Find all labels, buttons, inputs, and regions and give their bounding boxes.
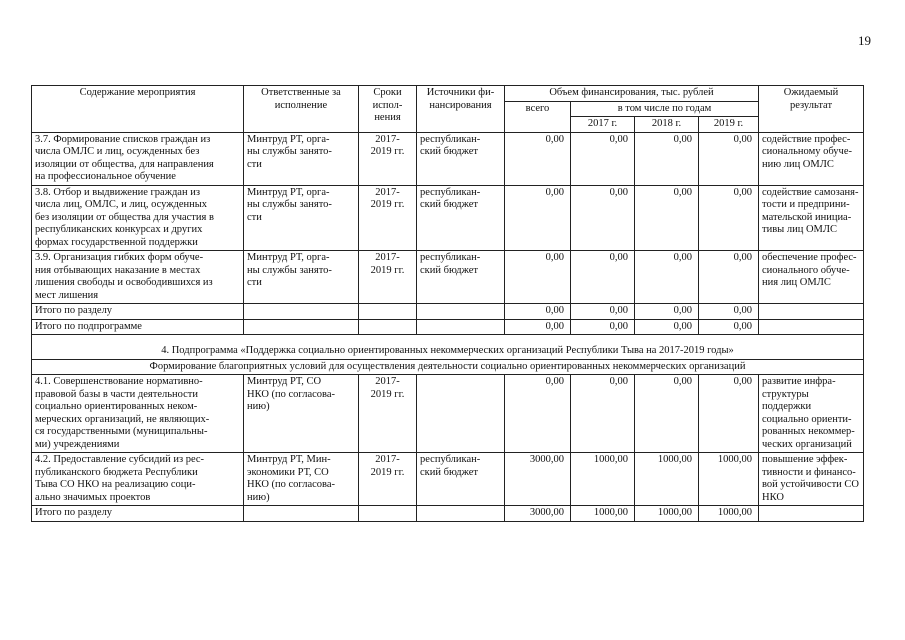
responsible-cell: Минтруд РТ, орга- ны службы занято- сти: [244, 185, 359, 251]
amount-y2017: 0,00: [571, 132, 635, 185]
amount-y2018: 0,00: [635, 304, 699, 320]
expected-result-cell: содействие самозаня- тости и предприни- мательской инициа- тивы лиц ОМЛС: [759, 185, 864, 251]
amount-y2017: 0,00: [571, 251, 635, 304]
terms-cell: 2017- 2019 гг.: [359, 132, 417, 185]
amount-y2018: 0,00: [635, 251, 699, 304]
table-row: [32, 453, 864, 506]
amount-y2018: 1000,00: [635, 453, 699, 506]
header-content: Содержание мероприятия: [32, 86, 244, 133]
expected-result-cell: повышение эффек- тивности и финансо- вой устойчивости СО НКО: [759, 453, 864, 506]
total-label: Итого по разделу: [32, 304, 244, 320]
amount-total: 0,00: [505, 304, 571, 320]
subprogram-title-cell: 4. Подпрограмма «Поддержка социально ориентированных некоммерческих организаций Республики Тыва на 2017-2019 годы»: [32, 335, 864, 360]
activity-content: 4.1. Совершенствование нормативно- правовой базы в части деятельности социально ориентированных неком- мерческих организаций, не являющих- ся государственными (муниципальны- ми) учреждениями: [32, 375, 244, 453]
expected-result-cell: обеспечение профес- сионального обуче- ния лиц ОМЛС: [759, 251, 864, 304]
table-body: [32, 86, 864, 522]
subtotal-section-row: [32, 506, 864, 522]
responsible-cell: Минтруд РТ, орга- ны службы занято- сти: [244, 251, 359, 304]
amount-total: 3000,00: [505, 506, 571, 522]
source-cell: республикан- ский бюджет: [417, 185, 505, 251]
amount-y2017: 0,00: [571, 185, 635, 251]
amount-y2019: 0,00: [699, 319, 759, 335]
header-total: всего: [505, 101, 571, 132]
amount-total: 0,00: [505, 251, 571, 304]
empty-cell: [759, 304, 864, 320]
terms-cell: 2017- 2019 гг.: [359, 375, 417, 453]
header-result: Ожидаемый результат: [759, 86, 864, 133]
activity-content: 3.7. Формирование списков граждан из числа ОМЛС и лиц, осужденных без изоляции от общества, для направления на профессиональное обучение: [32, 132, 244, 185]
amount-total: 0,00: [505, 375, 571, 453]
financing-table: [31, 85, 864, 522]
terms-cell: 2017- 2019 гг.: [359, 453, 417, 506]
empty-cell: [359, 506, 417, 522]
source-cell: республикан- ский бюджет: [417, 132, 505, 185]
empty-cell: [417, 319, 505, 335]
amount-y2017: 0,00: [571, 319, 635, 335]
activity-content: 3.8. Отбор и выдвижение граждан из числа лиц, ОМЛС, и лиц, осужденных без изоляции от общества для участия в республиканских конкурсах и других формах государственной поддержки: [32, 185, 244, 251]
amount-y2019: 0,00: [699, 185, 759, 251]
amount-y2017: 1000,00: [571, 506, 635, 522]
page-number: 19: [858, 33, 871, 48]
amount-y2017: 1000,00: [571, 453, 635, 506]
amount-y2019: 0,00: [699, 132, 759, 185]
header-responsible: Ответственные за исполнение: [244, 86, 359, 133]
terms-cell: 2017- 2019 гг.: [359, 251, 417, 304]
empty-cell: [417, 506, 505, 522]
table-row: [32, 132, 864, 185]
section-title-cell: Формирование благоприятных условий для осуществления деятельности социально ориентированных некоммерческих организаций: [32, 359, 864, 375]
empty-cell: [244, 319, 359, 335]
section-title: [32, 359, 864, 375]
amount-y2018: 1000,00: [635, 506, 699, 522]
empty-cell: [359, 319, 417, 335]
empty-cell: [359, 304, 417, 320]
empty-cell: [417, 304, 505, 320]
activity-content: 3.9. Организация гибких форм обуче- ния отбывающих наказание в местах лишения свободы и освободившихся из мест лишения: [32, 251, 244, 304]
responsible-cell: Минтруд РТ, Мин- экономики РТ, СО НКО (по согласова- нию): [244, 453, 359, 506]
amount-y2019: 0,00: [699, 375, 759, 453]
amount-y2019: 1000,00: [699, 506, 759, 522]
amount-y2019: 0,00: [699, 251, 759, 304]
source-cell: [417, 375, 505, 453]
responsible-cell: Минтруд РТ, орга- ны службы занято- сти: [244, 132, 359, 185]
amount-y2017: 0,00: [571, 304, 635, 320]
source-cell: республикан- ский бюджет: [417, 453, 505, 506]
terms-cell: 2017- 2019 гг.: [359, 185, 417, 251]
header-row: [32, 86, 864, 102]
empty-cell: [759, 506, 864, 522]
total-label: Итого по разделу: [32, 506, 244, 522]
header-2019: 2019 г.: [699, 117, 759, 133]
amount-y2018: 0,00: [635, 185, 699, 251]
amount-y2018: 0,00: [635, 319, 699, 335]
amount-total: 0,00: [505, 185, 571, 251]
amount-y2018: 0,00: [635, 132, 699, 185]
total-label: Итого по подпрограмме: [32, 319, 244, 335]
subtotal-section-row: [32, 304, 864, 320]
header-2018: 2018 г.: [635, 117, 699, 133]
empty-cell: [759, 319, 864, 335]
amount-total: 0,00: [505, 319, 571, 335]
table-row: [32, 185, 864, 251]
header-sources: Источники фи- нансирования: [417, 86, 505, 133]
header-terms: Сроки испол- нения: [359, 86, 417, 133]
expected-result-cell: развитие инфра- структуры поддержки социально ориенти- рованных некоммер- ческих организаций: [759, 375, 864, 453]
empty-cell: [244, 304, 359, 320]
table-row: [32, 375, 864, 453]
amount-y2018: 0,00: [635, 375, 699, 453]
header-volume: Объем финансирования, тыс. рублей: [505, 86, 759, 102]
activity-content: 4.2. Предоставление субсидий из рес- публиканского бюджета Республики Тыва СО НКО на реализацию соци- ально значимых проектов: [32, 453, 244, 506]
source-cell: республикан- ский бюджет: [417, 251, 505, 304]
header-2017: 2017 г.: [571, 117, 635, 133]
amount-y2019: 1000,00: [699, 453, 759, 506]
table-row: [32, 251, 864, 304]
amount-y2019: 0,00: [699, 304, 759, 320]
empty-cell: [244, 506, 359, 522]
header-by-years: в том числе по годам: [571, 101, 759, 117]
subtotal-subprogram-row: [32, 319, 864, 335]
amount-total: 3000,00: [505, 453, 571, 506]
amount-y2017: 0,00: [571, 375, 635, 453]
subprogram-title: [32, 335, 864, 360]
responsible-cell: Минтруд РТ, СО НКО (по согласова- нию): [244, 375, 359, 453]
expected-result-cell: содействие профес- сиональному обуче- нию лиц ОМЛС: [759, 132, 864, 185]
amount-total: 0,00: [505, 132, 571, 185]
